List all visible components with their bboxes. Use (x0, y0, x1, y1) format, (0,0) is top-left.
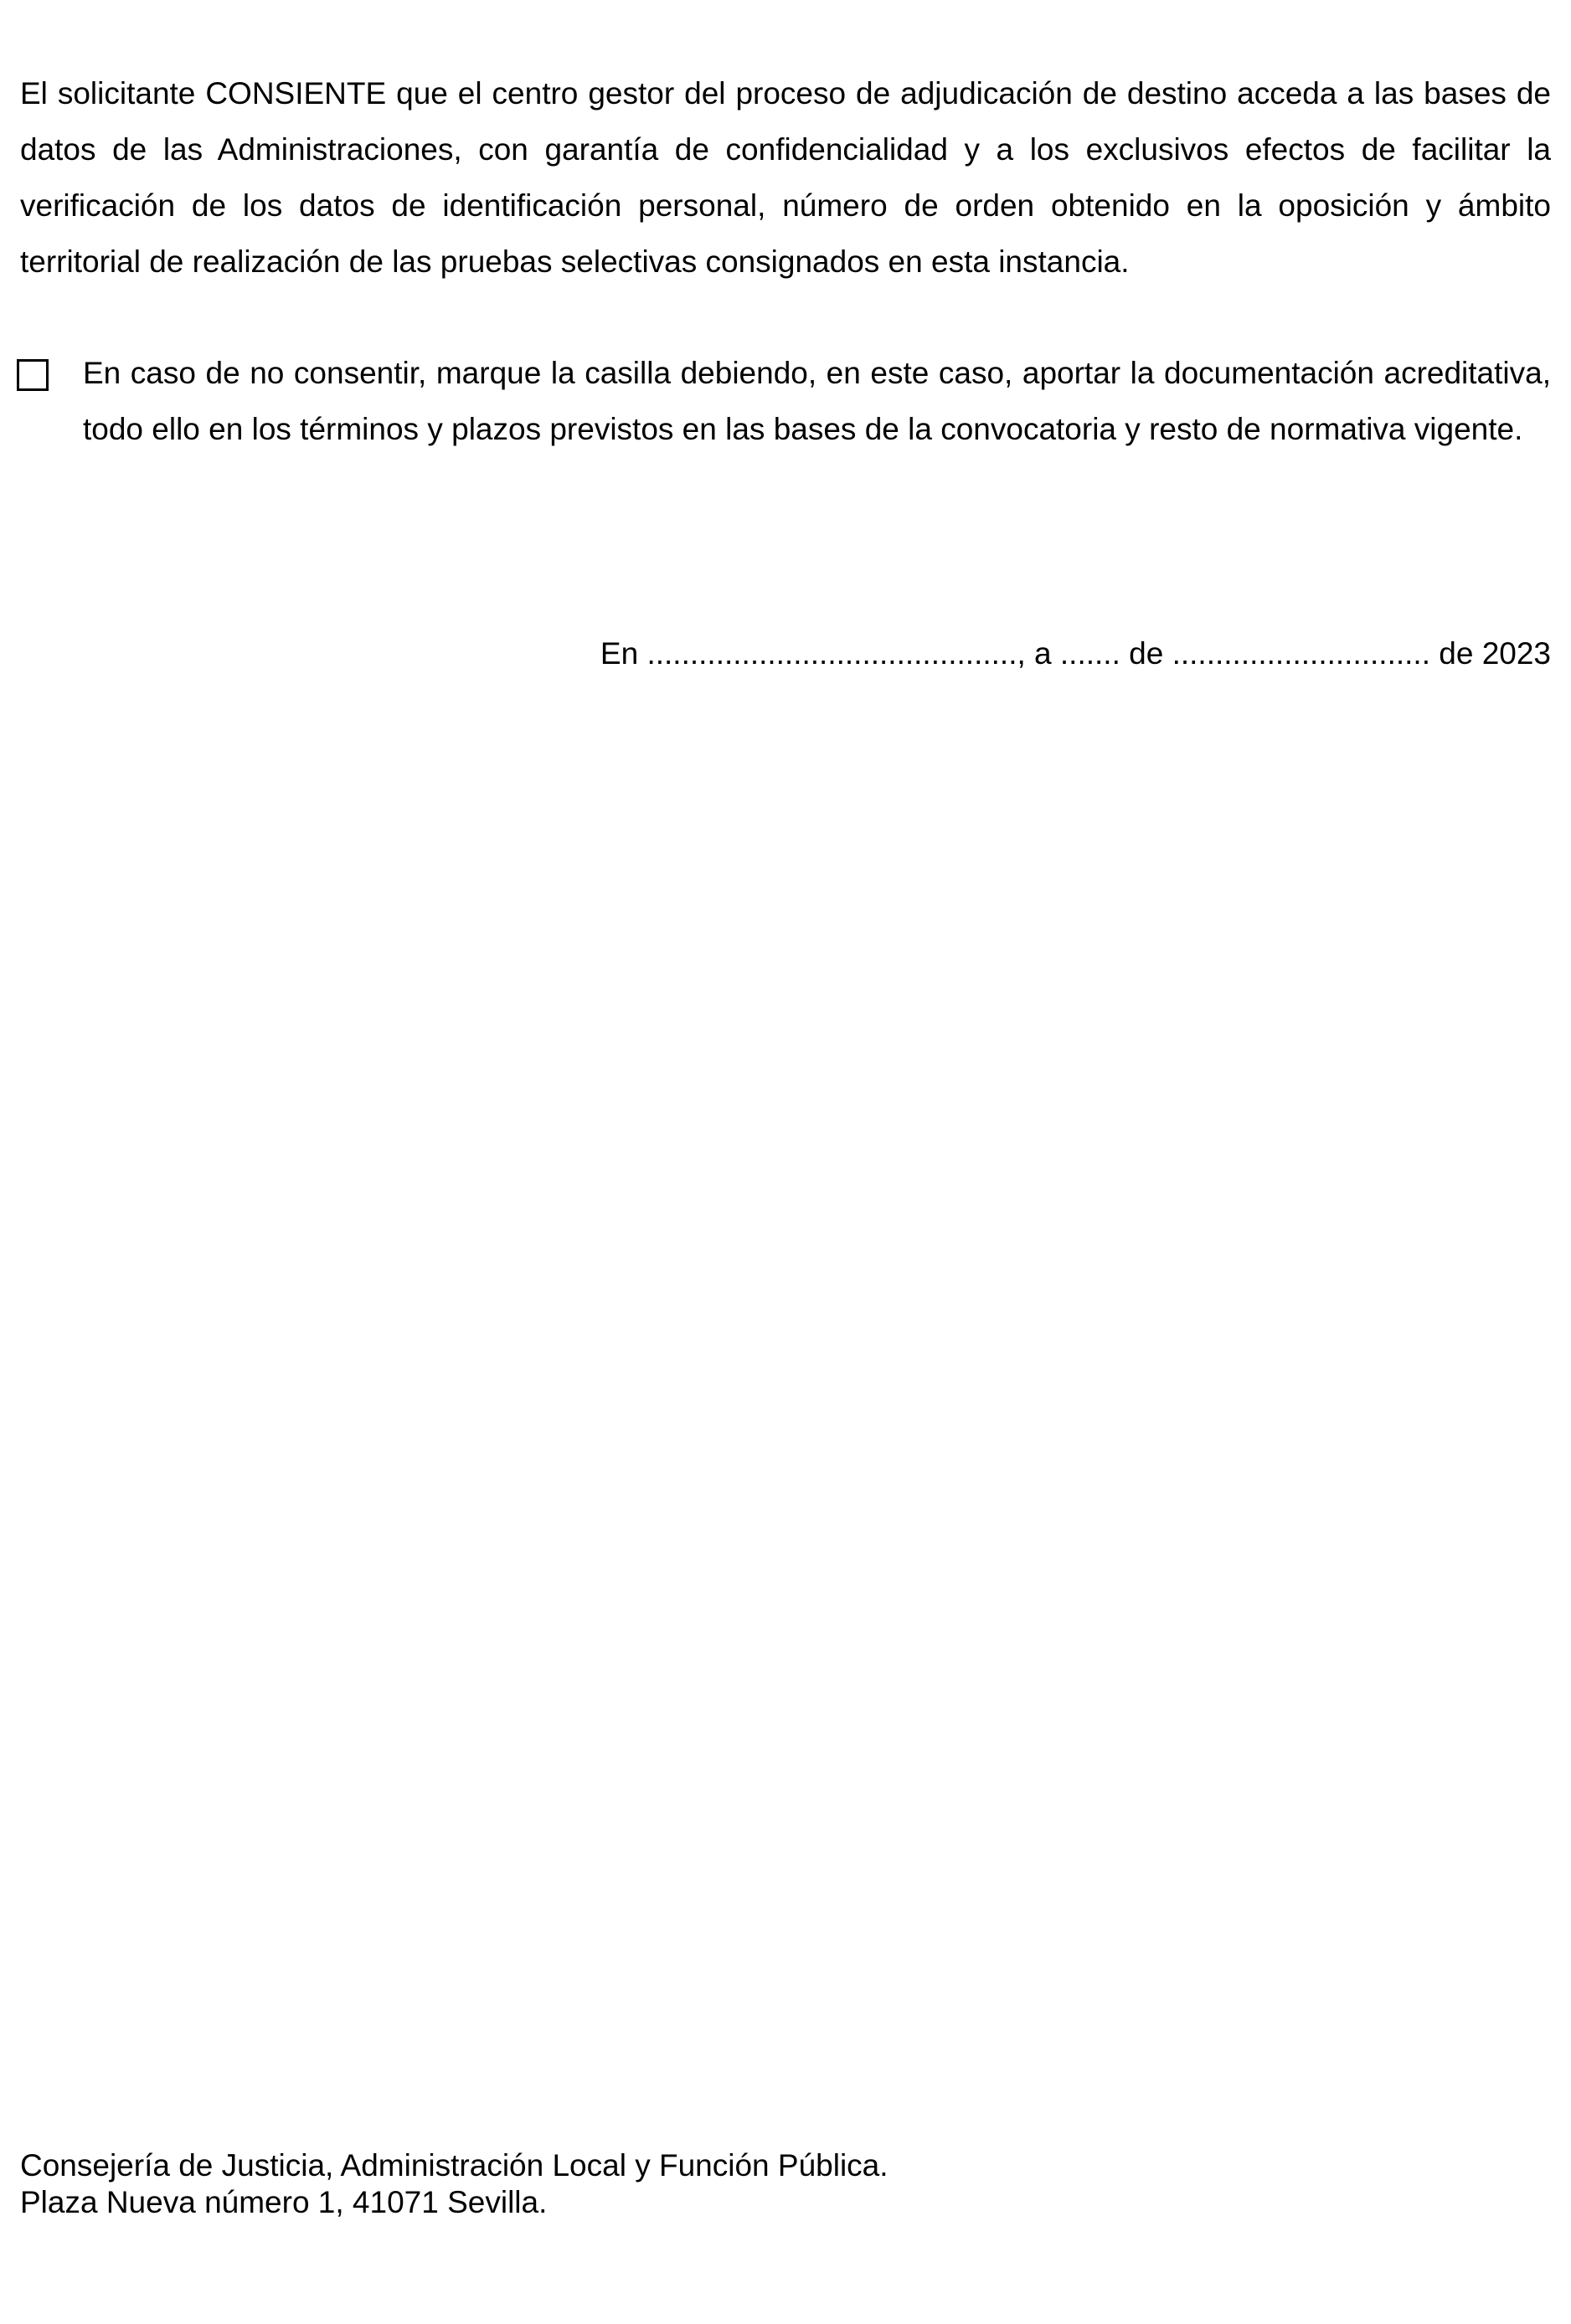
optout-checkbox[interactable] (17, 359, 49, 391)
footer-address-line: Plaza Nueva número 1, 41071 Sevilla. (20, 2185, 548, 2219)
consent-paragraph: El solicitante CONSIENTE que el centro gestor del proceso de adjudicación de destino acceda a las bases de datos de las Administraciones, con garantía de confidencialidad y a los exclusivos efectos de facilitar la verificación de los datos de identificación personal, número de orden obtenido en la oposición y ámbito territorial de realización de las pruebas selectivas consignados en esta instancia. (20, 76, 1551, 279)
footer-department: Consejería de Justicia, Administración Local y Función Pública. (20, 2148, 889, 2183)
footer-address (20, 2147, 889, 2221)
optout-text: En caso de no consentir, marque la casilla debiendo, en este caso, aportar la documentación acreditativa, todo ello en los términos y plazos previstos en las bases de la convocatoria y resto de normativa vigente. (83, 356, 1551, 446)
place-date-line: En ..........................................., a ....... de .............................. de 2023 (600, 636, 1551, 671)
